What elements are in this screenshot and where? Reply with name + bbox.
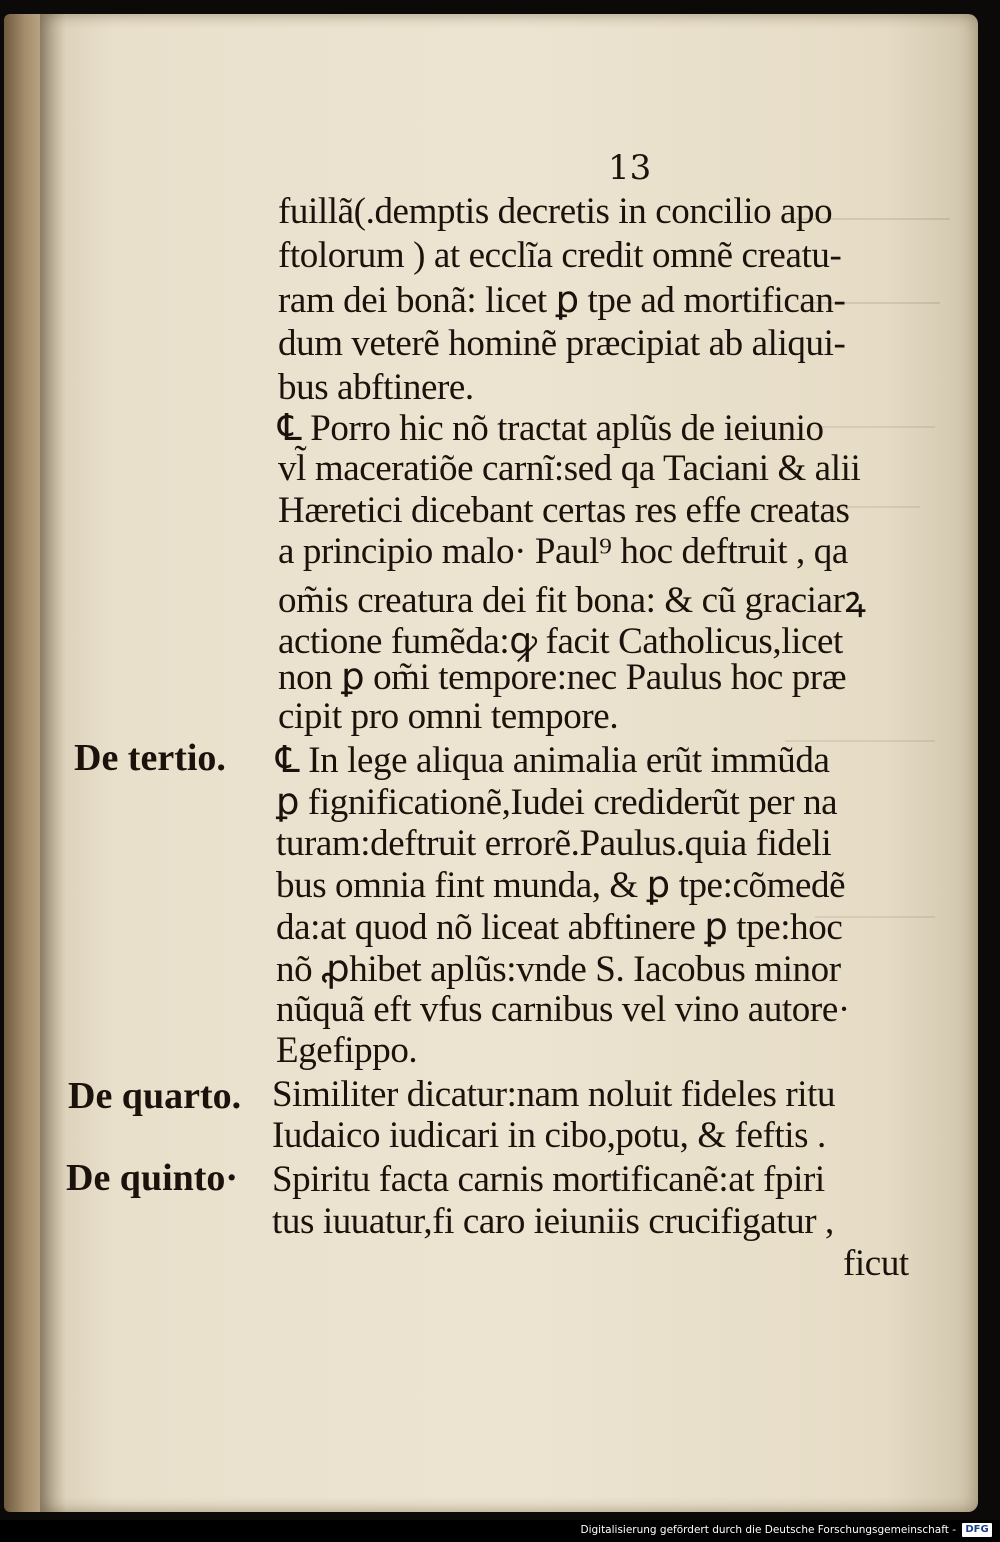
text-line: cipit pro omni tempore. bbox=[278, 696, 619, 737]
footer-credit: Digitalisierung gefördert durch die Deutsche Forschungsgemeinschaft - bbox=[580, 1524, 956, 1536]
text-line: dum veterẽ hominẽ præcipiat ab aliqui- bbox=[278, 323, 846, 364]
text-line: Similiter dicatur:nam noluit fideles ritu bbox=[272, 1074, 836, 1115]
text-line: om̃is creatura dei fit bona: & cũ graciarꝝ bbox=[278, 580, 866, 621]
text-line: Egefippo. bbox=[276, 1030, 418, 1071]
text-line: bus abftinere. bbox=[278, 367, 474, 408]
text-line: ftolorum ) at ecclĩa credit omnẽ creatu- bbox=[278, 235, 842, 276]
catchword: ficut bbox=[843, 1243, 909, 1284]
margin-heading-quinto: De quinto· bbox=[66, 1157, 239, 1199]
text-line: ꝑ fignificationẽ,Iudei crediderũt per na bbox=[276, 782, 838, 823]
text-line: Spiritu facta carnis mortificanẽ:at fpiri bbox=[272, 1159, 825, 1200]
text-line: ram dei bonã: licet ꝑ tpe ad mortifican- bbox=[278, 280, 846, 321]
text-line: Iudaico iudicari in cibo,potu, & feftis . bbox=[272, 1115, 826, 1156]
text-line: nõ ꝓhibet aplũs:vnde S. Iacobus minor bbox=[276, 949, 841, 990]
margin-heading-quarto: De quarto. bbox=[68, 1075, 242, 1117]
text-line: non ꝑ om̃i tempore:nec Paulus hoc præ bbox=[278, 657, 847, 698]
text-line: ℄ In lege aliqua animalia erũt immũda bbox=[276, 740, 830, 781]
text-line: ℄ Porro hic nõ tractat aplũs de ieiunio bbox=[278, 408, 824, 449]
spine-shadow bbox=[40, 14, 66, 1512]
text-line: bus omnia fint munda, & ꝑ tpe:cõmedẽ bbox=[276, 865, 846, 906]
text-line: a principio malo· Paul⁹ hoc deftruit , qa bbox=[278, 531, 848, 572]
text-line: turam:deftruit errorẽ.Paulus.quia fideli bbox=[276, 823, 832, 864]
text-line: vl̃ maceratiõe carnĩ:sed qa Taciani & alii bbox=[278, 448, 861, 489]
text-line: tus iuuatur,fi caro ieiuniis crucifigatur , bbox=[272, 1201, 834, 1242]
margin-heading-tertio: De tertio. bbox=[74, 737, 226, 779]
text-line: nũquã eft vfus carnibus vel vino autore· bbox=[276, 989, 850, 1030]
text-line: actione fumẽda:ꝙ facit Catholicus,licet bbox=[278, 621, 843, 662]
page-number: 13 bbox=[608, 148, 652, 188]
text-line: fuillã(.demptis decretis in concilio apo bbox=[278, 191, 833, 232]
text-line: da:at quod nõ liceat abftinere ꝑ tpe:hoc bbox=[276, 907, 843, 948]
text-line: Hæretici dicebant certas res effe creatas bbox=[278, 490, 850, 531]
dfg-logo-icon: DFG bbox=[962, 1523, 992, 1537]
